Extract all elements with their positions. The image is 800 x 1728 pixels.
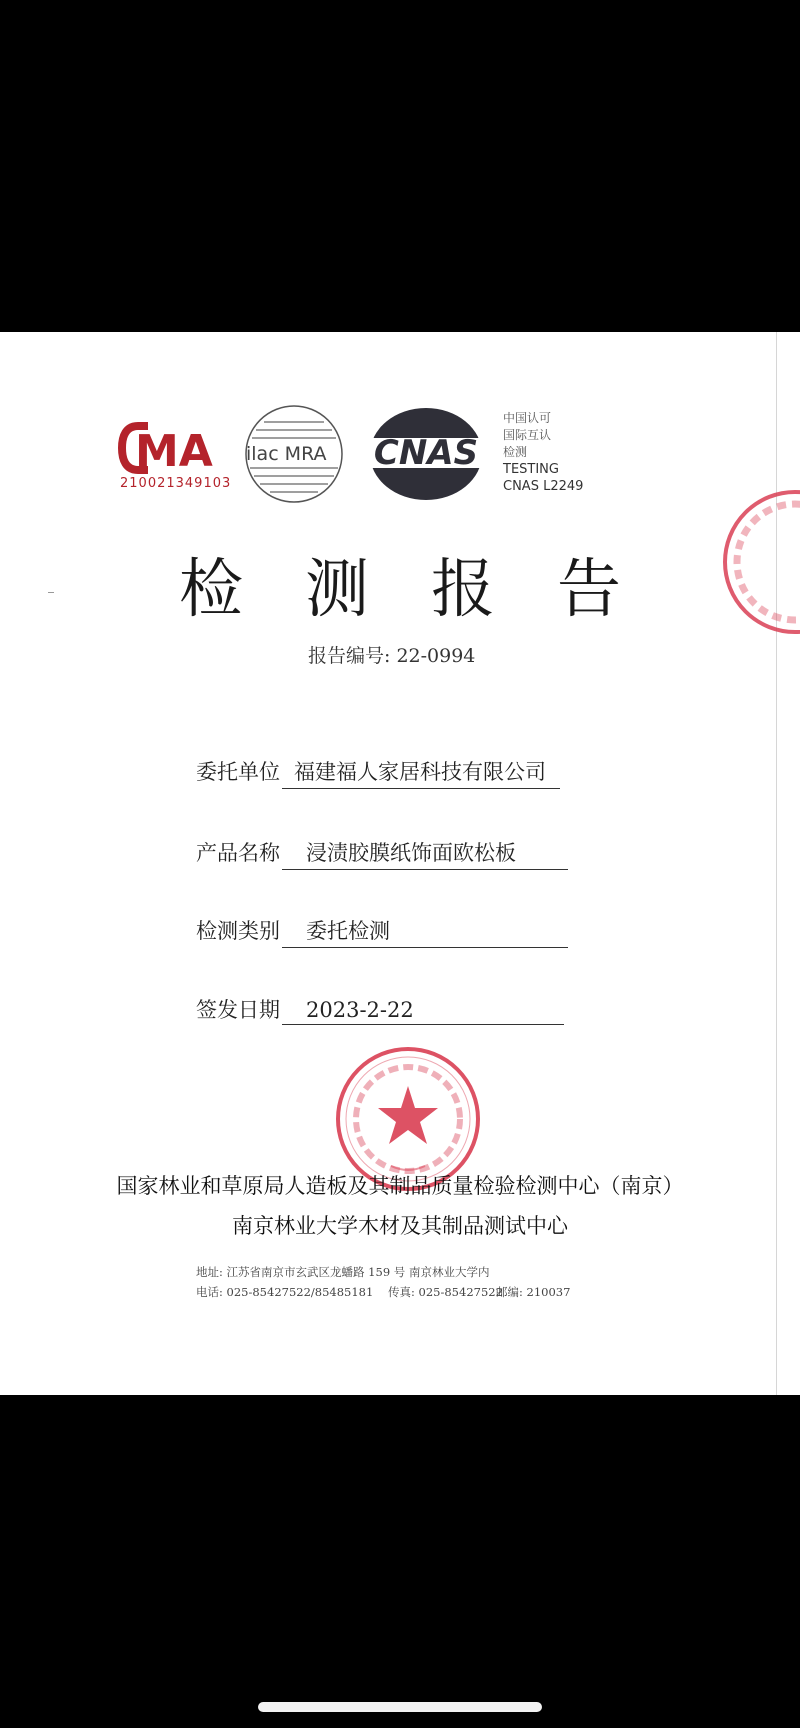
cma-number: 210021349103	[120, 476, 232, 491]
cma-logo	[118, 420, 232, 500]
title-char: 测	[305, 553, 369, 627]
address-line: 地址: 江苏省南京市玄武区龙蟠路 159 号 南京林业大学内	[196, 1265, 490, 1279]
cnas-caption-line5: CNAS L2249	[503, 479, 584, 494]
partial-seal-icon	[720, 482, 800, 642]
cnas-caption-line2: 国际互认	[503, 428, 552, 442]
cnas-caption-line3: 检测	[503, 445, 528, 459]
field-label: 产品名称	[196, 841, 280, 865]
field-product-name	[196, 837, 568, 870]
field-client	[196, 756, 560, 789]
cnas-caption	[503, 410, 583, 495]
ilac-mra-logo	[242, 402, 346, 506]
cma-mark-icon	[118, 420, 228, 476]
cma-text: MA	[135, 426, 213, 476]
home-indicator[interactable]	[258, 1702, 542, 1712]
cnas-logo	[366, 404, 486, 504]
cnas-caption-line4: TESTING	[503, 462, 559, 477]
phone-text: 电话: 025-85427522/85485181	[196, 1285, 374, 1299]
organization-subname: 南京林业大学木材及其制品测试中心	[232, 1214, 568, 1238]
ilac-text: ilac MRA	[246, 443, 327, 465]
title-char: 告	[557, 553, 621, 627]
cnas-text: CNAS	[373, 433, 479, 473]
field-label: 签发日期	[196, 998, 280, 1022]
title-char: 报	[431, 553, 495, 627]
field-label: 检测类别	[196, 919, 280, 943]
field-value: 委托检测	[282, 915, 568, 948]
field-value: 浸渍胶膜纸饰面欧松板	[282, 837, 568, 870]
report-cover-page	[0, 332, 800, 1395]
page-title	[0, 538, 800, 630]
field-value: 福建福人家居科技有限公司	[282, 756, 560, 789]
contact-line	[196, 1284, 570, 1300]
postcode-text: 邮编: 210037	[496, 1285, 571, 1299]
field-test-type	[196, 915, 568, 948]
organization-name: 国家林业和草原局人造板及其制品质量检验检测中心（南京）	[116, 1174, 684, 1198]
fax-text: 传真: 025-85427522	[388, 1285, 503, 1299]
report-number: 报告编号: 22-0994	[308, 645, 476, 667]
field-issue-date	[196, 994, 564, 1025]
title-char: 检	[179, 553, 243, 627]
cnas-caption-line1: 中国认可	[503, 411, 552, 425]
field-value: 2023-2-22	[282, 998, 564, 1025]
field-label: 委托单位	[196, 760, 280, 784]
